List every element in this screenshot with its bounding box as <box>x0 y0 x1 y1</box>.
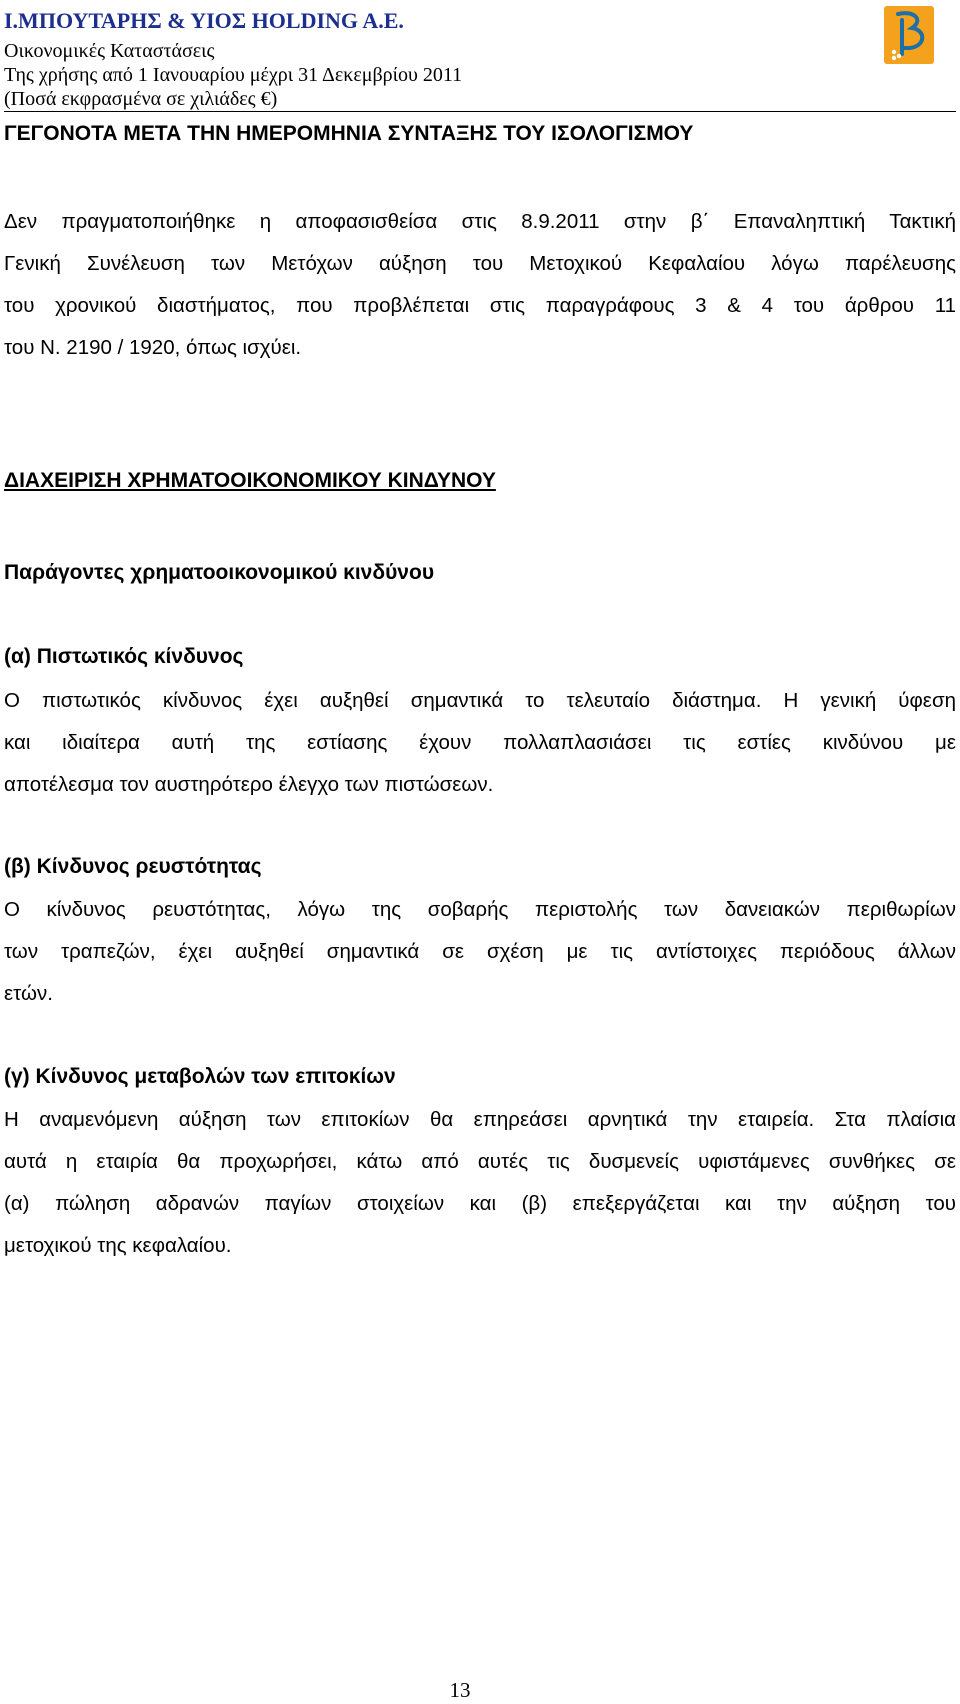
header-line-statements: Οικονομικές Καταστάσεις <box>4 40 215 62</box>
interest-line-3: (α) πώληση αδρανών παγίων στοιχείων και (β) επεξεργάζεται και την αύξηση του <box>4 1192 956 1215</box>
liquidity-line-1: Ο κίνδυνος ρευστότητας, λόγω της σοβαρής περιστολής των δανειακών περιθωρίων <box>4 898 956 921</box>
events-paragraph <box>4 201 956 369</box>
credit-risk-title: (α) Πιστωτικός κίνδυνος <box>4 645 244 668</box>
interest-line-4: μετοχικού της κεφαλαίου. <box>4 1234 232 1257</box>
interest-line-2: αυτά η εταιρία θα προχωρήσει, κάτω από αυτές τις δυσμενείς υφιστάμενες συνθήκες σε <box>4 1150 956 1173</box>
events-line-2: Γενική Συνέλευση των Μετόχων αύξηση του Μετοχικού Κεφαλαίου λόγω παρέλευσης <box>4 252 956 275</box>
company-name: Ι.ΜΠΟΥΤΑΡΗΣ & ΥΙΟΣ HOLDING A.E. <box>4 8 404 33</box>
events-after-balance-title: ΓΕΓΟΝΟΤΑ ΜΕΤΑ ΤΗΝ ΗΜΕΡΟΜΗΝΙΑ ΣΥΝΤΑΞΗΣ ΤΟΥ ΙΣΟΛΟΓΙΣΜΟΥ <box>4 122 694 145</box>
page-number: 13 <box>449 1678 471 1702</box>
interest-rate-risk-title: (γ) Κίνδυνος μεταβολών των επιτοκίων <box>4 1065 396 1088</box>
credit-line-3: αποτέλεσμα τον αυστηρότερο έλεγχο των πιστώσεων. <box>4 773 494 796</box>
liquidity-risk-title: (β) Κίνδυνος ρευστότητας <box>4 855 262 878</box>
interest-rate-paragraph <box>4 1099 956 1267</box>
page-header <box>4 6 956 112</box>
credit-risk-paragraph <box>4 680 956 806</box>
events-line-3: του χρονικού διαστήματος, που προβλέπεται στις παραγράφους 3 & 4 του άρθρου 11 <box>4 294 956 317</box>
interest-line-1: Η αναμενόμενη αύξηση των επιτοκίων θα επηρεάσει αρνητικά την εταιρεία. Στα πλαίσια <box>4 1108 956 1131</box>
events-line-4: του Ν. 2190 / 1920, όπως ισχύει. <box>4 336 302 359</box>
liquidity-risk-paragraph <box>4 889 956 1015</box>
credit-line-1: Ο πιστωτικός κίνδυνος έχει αυξηθεί σημαντικά το τελευταίο διάστημα. Η γενική ύφεση <box>4 689 956 712</box>
header-line-units: (Ποσά εκφρασμένα σε χιλιάδες €) <box>4 88 278 110</box>
credit-line-2: και ιδιαίτερα αυτή της εστίασης έχουν πολλαπλασιάσει τις εστίες κινδύνου με <box>4 731 956 754</box>
liquidity-line-2: των τραπεζών, έχει αυξηθεί σημαντικά σε σχέση με τις αντίστοιχες περιόδους άλλων <box>4 940 956 963</box>
risk-management-title: ΔΙΑΧΕΙΡΙΣΗ ΧΡΗΜΑΤΟΟΙΚΟΝΟΜΙΚΟΥ ΚΙΝΔΥΝΟΥ <box>4 469 496 492</box>
header-line-period: Της χρήσης από 1 Ιανουαρίου μέχρι 31 Δεκεμβρίου 2011 <box>4 64 463 86</box>
events-line-1: Δεν πραγματοποιήθηκε η αποφασισθείσα στις 8.9.2011 στην β΄ Επαναληπτική Τακτική <box>4 210 956 233</box>
boutari-logo-icon <box>884 6 934 64</box>
liquidity-line-3: ετών. <box>4 982 53 1005</box>
risk-factors-title: Παράγοντες χρηματοοικονομικού κινδύνου <box>4 561 435 584</box>
